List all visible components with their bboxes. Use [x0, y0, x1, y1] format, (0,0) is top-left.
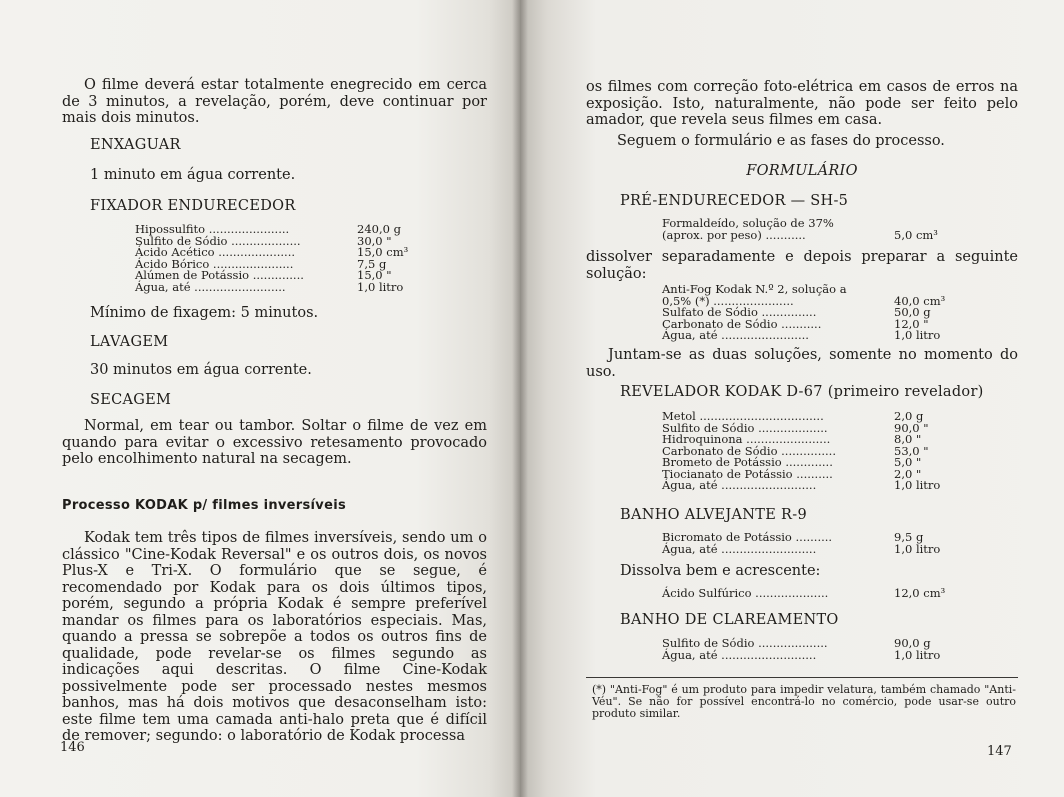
ingredient-amount: 240,0 g	[357, 222, 401, 236]
ingredient-name: Hidroquinona .......................	[662, 432, 831, 446]
ingredient-amount: 50,0 g	[894, 305, 931, 319]
clareamento-recipe	[662, 638, 962, 661]
recipe-row	[662, 541, 962, 556]
antifog-recipe	[662, 284, 962, 342]
secagem-heading: SECAGEM	[90, 392, 172, 408]
recipe-row	[662, 588, 1002, 600]
ingredient-amount: 2,0 g	[894, 409, 924, 423]
formulario-heading: FORMULÁRIO	[746, 163, 858, 179]
intro-paragraph: O filme deverá estar totalmente enegrecido em cerca de 3 minutos, a revelação, porém, deve continuar por mais dois minutos.	[62, 77, 487, 126]
ingredient-name: Bicromato de Potássio ..........	[662, 530, 833, 544]
dissolver-paragraph: dissolver separadamente e depois preparar a seguinte solução:	[586, 249, 1018, 282]
ingredient-amount: 90,0 g	[894, 636, 931, 650]
ingredient-name: Água, até .........................	[135, 279, 286, 294]
recipe-row	[662, 330, 962, 342]
ingredient-name: Ácido Acético .....................	[135, 245, 296, 259]
ingredient-amount: 1,0 litro	[894, 647, 941, 662]
ingredient-name: Sulfito de Sódio ...................	[135, 233, 301, 248]
ingredient-name: Sulfato de Sódio ...............	[662, 305, 817, 319]
dissolva-text: Dissolva bem e acrescente:	[620, 563, 821, 579]
recipe-row	[662, 647, 962, 662]
book-gutter	[512, 0, 528, 797]
ingredient-amount: 12,0 cm³	[894, 586, 946, 600]
processo-heading: Processo KODAK p/ filmes inversíveis	[62, 498, 346, 513]
ingredient-name: Hipossulfito ......................	[135, 222, 290, 236]
ingredient-name: Ácido Bórico ......................	[135, 256, 294, 271]
fixagem-text: Mínimo de fixagem: 5 minutos.	[90, 305, 319, 321]
ingredient-amount: 9,5 g	[894, 530, 924, 544]
clareamento-heading: BANHO DE CLAREAMENTO	[620, 612, 839, 628]
ingredient-name: Ácido Sulfúrico ....................	[662, 586, 829, 600]
ingredient-name: Tiocianato de Potássio ..........	[662, 466, 833, 481]
footnote-rule	[586, 677, 1018, 678]
ingredient-name: (aprox. por peso) ...........	[662, 227, 806, 242]
ingredient-amount: 5,0 "	[894, 455, 922, 469]
recipe-row	[662, 480, 962, 492]
pre-endurecedor-heading: PRÉ-ENDURECEDOR — SH-5	[620, 193, 849, 209]
ingredient-amount: 15,0 "	[357, 268, 392, 282]
ingredient-amount: 30,0 "	[357, 233, 392, 248]
ingredient-amount: 1,0 litro	[894, 478, 941, 492]
lavagem-text: 30 minutos em água corrente.	[90, 362, 312, 378]
recipe-row	[662, 227, 962, 242]
ingredient-name: Sulfito de Sódio ...................	[662, 420, 828, 435]
seguem-text: Seguem o formulário e as fases do processo.	[617, 133, 945, 149]
alvejante-recipe	[662, 532, 962, 555]
lavagem-heading: LAVAGEM	[90, 334, 169, 350]
ingredient-name: Água, até ..........................	[662, 647, 817, 662]
juntam-paragraph: Juntam-se as duas soluções, somente no momento do uso.	[586, 347, 1018, 380]
enxaguar-heading: ENXAGUAR	[90, 137, 181, 153]
acido-recipe	[662, 588, 1002, 600]
secagem-paragraph: Normal, em tear ou tambor. Soltar o filme de vez em quando para evitar o excessivo retesamento provocado pelo encolhimento natural na secagem.	[62, 418, 487, 467]
ingredient-amount: 40,0 cm³	[894, 293, 946, 308]
ingredient-amount: 1,0 litro	[894, 328, 941, 342]
ingredient-amount: 7,5 g	[357, 256, 387, 271]
left-page	[0, 0, 520, 797]
processo-paragraph: Kodak tem três tipos de filmes inversíveis, sendo um o clássico "Cine-Kodak Reversal" e os outros dois, os novos Plus-X e Tri-X. O formulário que se segue, é recomendado por Kodak para os dois últimos tipos, porém, segundo a própria Kodak é sempre preferível mandar os filmes para os laboratórios especiais. Mas, quando a pressa se sobrepõe a todos os outros fins de qualidade, pode revelar-se os filmes segundo as indicações aqui descritas. O filme Cine-Kodak possivelmente pode ser processado nestes mesmos banhos, mas há dois motivos que desaconselham isto: este filme tem uma camada anti-halo preta que é difícil de remover; segundo: o laboratório de Kodak processa	[62, 530, 487, 744]
revelador-heading: REVELADOR KODAK D-67 (primeiro revelador)	[620, 384, 984, 400]
ingredient-amount: 5,0 cm³	[894, 227, 938, 242]
ingredient-name: Água, até ..........................	[662, 541, 817, 556]
ingredient-name: Brometo de Potássio .............	[662, 455, 833, 469]
ingredient-amount: 2,0 "	[894, 466, 922, 481]
footnote: (*) "Anti-Fog" é um produto para impedir velatura, também chamado "Anti-Véu". Se não for possível encontrá-lo no comércio, pode usar-se outro produto similar.	[592, 683, 1016, 720]
right-page	[520, 0, 1064, 797]
right-intro-paragraph: os filmes com correção foto-elétrica em casos de erros na exposição. Isto, naturalmente, não pode ser feito pelo amador, que revela seus filmes em casa.	[586, 79, 1018, 128]
page-number-left: 146	[60, 740, 85, 755]
recipe-row	[135, 279, 435, 294]
ingredient-name: 0,5% (*) ......................	[662, 293, 794, 308]
ingredient-amount: 90,0 "	[894, 420, 929, 435]
ingredient-amount: 12,0 "	[894, 316, 929, 331]
pre-endurecedor-recipe	[662, 218, 962, 241]
ingredient-name: Água, até ........................	[662, 328, 809, 342]
page-number-right: 147	[987, 744, 1012, 759]
ingredient-name: Anti-Fog Kodak N.º 2, solução a	[662, 282, 847, 296]
enxaguar-text: 1 minuto em água corrente.	[90, 167, 296, 183]
ingredient-amount: 53,0 "	[894, 443, 929, 458]
fixador-heading: FIXADOR ENDURECEDOR	[90, 198, 296, 214]
ingredient-name: Carbonato de Sódio ...........	[662, 316, 822, 331]
ingredient-name: Alúmen de Potássio ..............	[135, 268, 304, 282]
fixador-recipe	[135, 224, 435, 293]
ingredient-amount: 1,0 litro	[894, 541, 941, 556]
ingredient-amount: 1,0 litro	[357, 279, 404, 294]
ingredient-name: Formaldeído, solução de 37%	[662, 216, 834, 230]
ingredient-name: Metol ..................................	[662, 409, 824, 423]
ingredient-name: Sulfito de Sódio ...................	[662, 636, 828, 650]
ingredient-amount: 15,0 cm³	[357, 245, 409, 259]
ingredient-name: Água, até ..........................	[662, 478, 817, 492]
ingredient-amount: 8,0 "	[894, 432, 922, 446]
ingredient-name: Carbonato de Sódio ...............	[662, 443, 836, 458]
revelador-recipe	[662, 411, 962, 492]
alvejante-heading: BANHO ALVEJANTE R-9	[620, 507, 807, 523]
